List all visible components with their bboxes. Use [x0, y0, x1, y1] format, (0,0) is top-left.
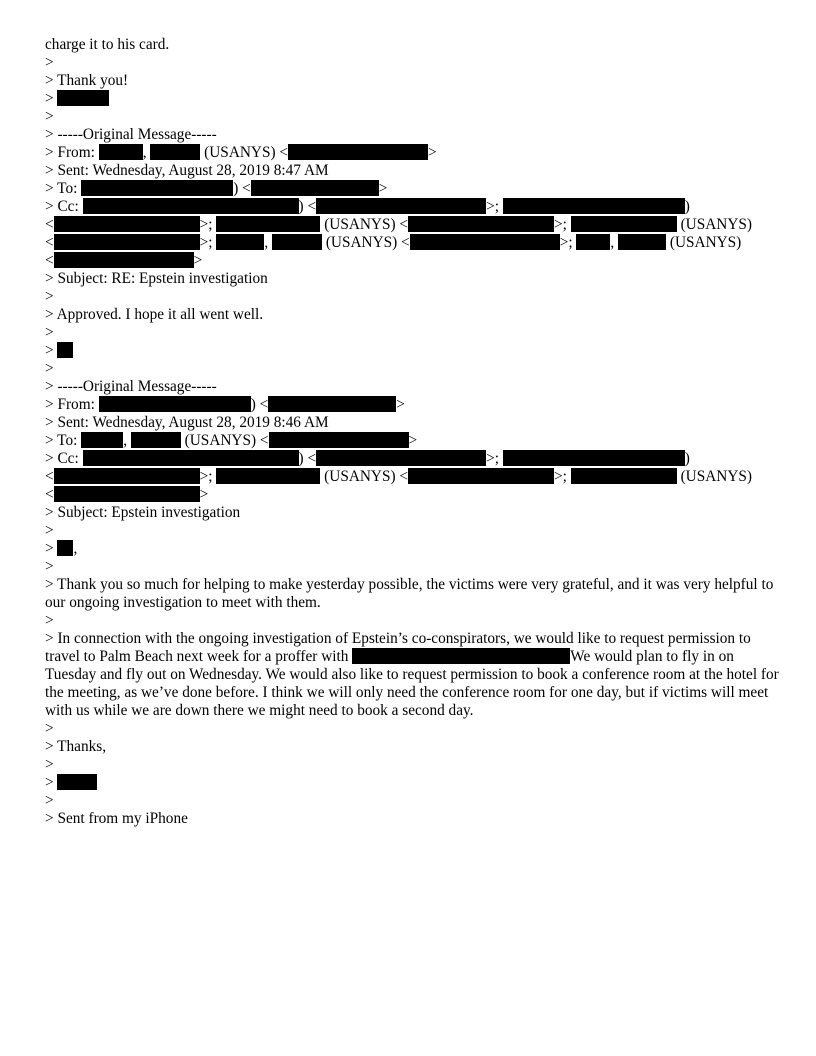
cc-line-continued: < > — [45, 486, 209, 503]
body-paragraph-thanks: > Thank you so much for helping to make yesterday possible, the victims were very grateful, and it was very helpful to our ongoing investigation to meet with them. — [45, 576, 774, 611]
redacted-block — [503, 450, 685, 466]
cc-line-continued: < >; (USANYS) < >; (USANYS) — [45, 468, 752, 485]
redacted-block — [83, 450, 299, 466]
greeting-line: > , — [45, 540, 78, 557]
redacted-block — [99, 396, 251, 412]
charge-line: charge it to his card. — [45, 36, 170, 53]
signature-line: > — [45, 342, 780, 360]
quote-marker: > — [45, 324, 54, 341]
redacted-block — [131, 432, 181, 448]
redacted-block — [272, 234, 322, 250]
redacted-block — [268, 396, 396, 412]
quote-marker: > — [45, 360, 54, 377]
quote-marker: > — [45, 54, 54, 71]
quote-marker: > — [45, 558, 54, 575]
redacted-block — [352, 648, 570, 664]
to-line: > To: ) < > — [45, 180, 388, 197]
redacted-block — [81, 180, 233, 196]
redacted-block — [410, 234, 560, 250]
quote-marker: > — [45, 720, 54, 737]
to-line: > To: , (USANYS) < > — [45, 432, 418, 449]
quote-marker: > — [45, 108, 54, 125]
from-line: > From: , (USANYS) < > — [45, 144, 437, 161]
redacted-block — [571, 216, 677, 232]
sent-line: > Sent: Wednesday, August 28, 2019 8:47 AM — [45, 162, 329, 179]
redacted-block — [57, 90, 109, 106]
subject-line: > Subject: RE: Epstein investigation — [45, 270, 268, 287]
quote-marker: > — [45, 522, 54, 539]
quote-marker: > — [45, 612, 54, 629]
body-paragraph-request: > In connection with the ongoing investigation of Epstein’s co-conspirators, we would like to request permission to travel to Palm Beach next week for a proffer with We would plan to fly in on Tuesday and fly out on Wednesday. We would also like to request permission to book a conference room at the hotel for the meeting, as we’ve done before. I think we will only need the conference room for one day, but if victims will meet with us while we are down there we might need to book a second day. — [45, 630, 779, 719]
redacted-block — [81, 432, 123, 448]
cc-line-continued: < >; , (USANYS) < >; , (USANYS) — [45, 234, 742, 251]
original-message-header: > -----Original Message----- — [45, 126, 217, 143]
redacted-block — [216, 216, 320, 232]
redacted-block — [150, 144, 200, 160]
signature-line: > — [45, 90, 780, 108]
thanks-line: > Thanks, — [45, 738, 107, 755]
redacted-block — [408, 468, 554, 484]
redacted-block — [251, 180, 379, 196]
redacted-block — [57, 540, 73, 556]
redacted-block — [54, 252, 194, 268]
cc-line-continued: < > — [45, 252, 203, 269]
subject-line: > Subject: Epstein investigation — [45, 504, 241, 521]
redacted-block — [571, 468, 677, 484]
email-document — [45, 36, 780, 828]
redacted-block — [57, 774, 97, 790]
redacted-block — [216, 234, 264, 250]
thank-you-line: > Thank you! — [45, 72, 129, 89]
redacted-block — [618, 234, 666, 250]
redacted-block — [54, 468, 200, 484]
redacted-block — [316, 450, 486, 466]
redacted-block — [576, 234, 610, 250]
redacted-block — [216, 468, 320, 484]
quote-marker: > — [45, 288, 54, 305]
redacted-block — [57, 342, 73, 358]
redacted-block — [408, 216, 554, 232]
redacted-block — [288, 144, 428, 160]
approved-line: > Approved. I hope it all went well. — [45, 306, 264, 323]
redacted-block — [54, 216, 200, 232]
cc-line-continued: < >; (USANYS) < >; (USANYS) — [45, 216, 752, 233]
redacted-block — [503, 198, 685, 214]
redacted-block — [99, 144, 143, 160]
redacted-block — [316, 198, 486, 214]
sent-from-line: > Sent from my iPhone — [45, 810, 188, 827]
from-line: > From: ) < > — [45, 396, 405, 413]
signature-line: > — [45, 774, 780, 792]
redacted-block — [54, 234, 200, 250]
original-message-header: > -----Original Message----- — [45, 378, 217, 395]
cc-line: > Cc: ) < >; ) — [45, 450, 690, 467]
redacted-block — [54, 486, 200, 502]
quote-marker: > — [45, 756, 54, 773]
redacted-block — [269, 432, 409, 448]
quote-marker: > — [45, 792, 54, 809]
redacted-block — [83, 198, 299, 214]
sent-line: > Sent: Wednesday, August 28, 2019 8:46 AM — [45, 414, 329, 431]
cc-line: > Cc: ) < >; ) — [45, 198, 690, 215]
